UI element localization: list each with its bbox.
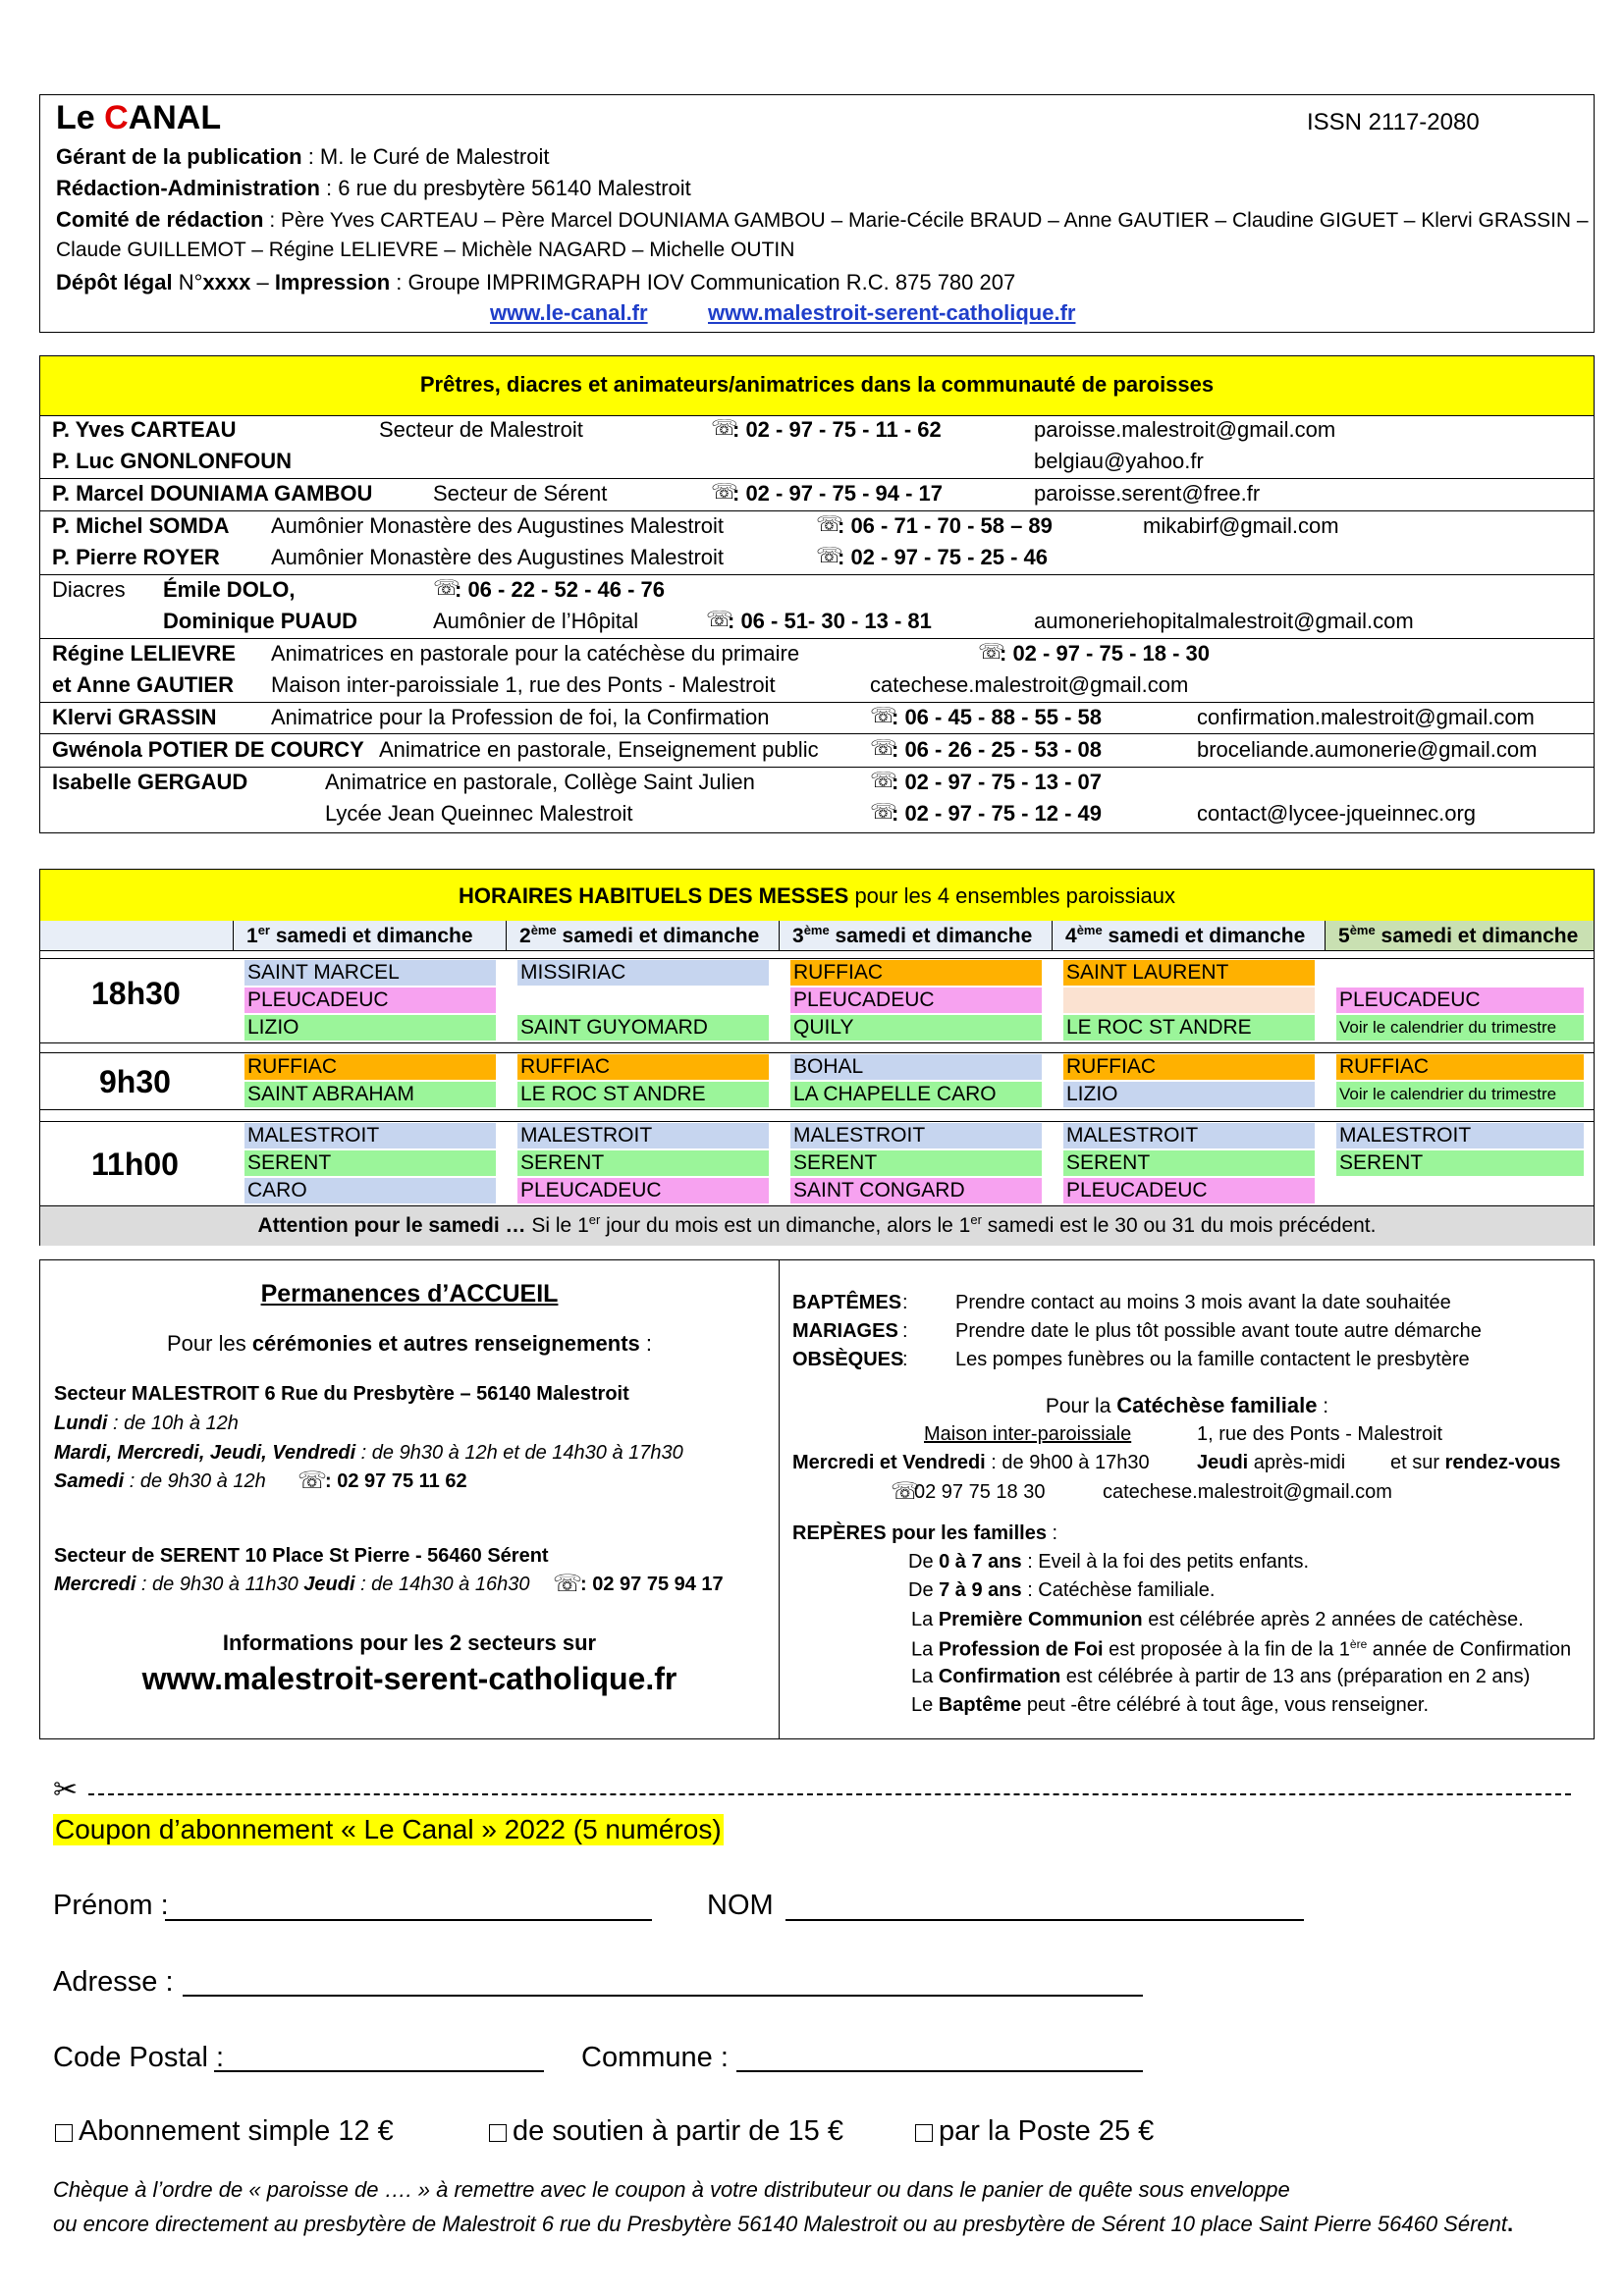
clergy-role: Animatrices en pastorale pour la catéchèse du primaire: [271, 641, 800, 666]
time-9h30: 9h30: [99, 1064, 171, 1099]
clergy-tel: : 06 - 26 - 25 - 53 - 08: [892, 737, 1102, 762]
clergy-name: P. Marcel DOUNIAMA GAMBOU: [52, 481, 373, 506]
col-divider: [779, 921, 780, 950]
accueil-divider: [779, 1260, 780, 1738]
option-poste[interactable]: par la Poste 25 €: [915, 2115, 1154, 2148]
clergy-tel: : 06 - 22 - 52 - 46 - 76: [455, 577, 665, 602]
adresse-input[interactable]: [183, 1995, 1143, 1997]
clergy-name: P. Pierre ROYER: [52, 545, 220, 569]
clergy-tel: : 02 - 97 - 75 - 25 - 46: [838, 545, 1048, 569]
divider: [40, 1052, 1594, 1053]
adresse-label: Adresse :: [53, 1966, 174, 1998]
divider: [40, 574, 1594, 575]
clergy-mail: contact@lycee-jqueinnec.org: [1197, 801, 1477, 826]
clergy-header-text: Prêtres, diacres et animateurs/animatrices dans la communauté de paroisses: [419, 372, 1215, 397]
serent-head: Secteur de SERENT 10 Place St Pierre - 56460 Sérent: [54, 1545, 549, 1567]
coupon-note-2: ou encore directement au presbytère de Malestroit 6 rue du Presbytère 56140 Malestroit ou au presbytère de Sérent 10 place Saint Pierre 56460 Sérent.: [53, 2212, 1514, 2236]
depot-x: xxxx: [202, 270, 251, 294]
redaction-label: Rédaction-Administration: [56, 176, 320, 200]
mass-cell: MALESTROIT: [790, 1123, 1042, 1148]
mv-line: Mercredi et Vendredi : de 9h00 à 17h30: [792, 1452, 1150, 1473]
clergy-tel: : 02 - 97 - 75 - 13 - 07: [892, 770, 1102, 794]
clergy-tel: : 02 - 97 - 75 - 12 - 49: [892, 801, 1102, 826]
divider: [40, 638, 1594, 639]
phone-icon: ☏: [711, 415, 738, 440]
malestroit-head: Secteur MALESTROIT 6 Rue du Presbytère – 56140 Malestroit: [54, 1383, 629, 1405]
mass-cell: PLEUCADEUC: [1063, 1178, 1315, 1203]
mass-cell: MALESTROIT: [1336, 1123, 1584, 1148]
title-le: Le: [56, 99, 105, 136]
bapt-text: Prendre contact au moins 3 mois avant la date souhaitée: [955, 1292, 1451, 1313]
redaction-line: [56, 176, 691, 201]
checkbox-simple[interactable]: [55, 2124, 73, 2142]
mass-cell: SERENT: [1063, 1150, 1315, 1176]
attention-text: Attention pour le samedi … Si le 1er jour du mois est un dimanche, alors le 1er samedi est le 30 ou 31 du mois précédent.: [257, 1212, 1377, 1237]
obs-label: OBSÈQUES: [792, 1349, 904, 1370]
mar-label: MARIAGES: [792, 1320, 898, 1342]
bapt-label: BAPTÊMES: [792, 1292, 902, 1313]
mass-cell: LIZIO: [1063, 1082, 1315, 1107]
mar-sep: :: [902, 1320, 908, 1342]
clergy-name: Dominique PUAUD: [163, 609, 357, 633]
cp-label: Code Postal :: [53, 2042, 225, 2073]
gerant-line: [56, 144, 549, 170]
gerant-label: Gérant de la publication: [56, 144, 302, 169]
accueil-box: [39, 1259, 1595, 1739]
jeudi-line: Jeudi après-midi: [1197, 1452, 1346, 1473]
accueil-title: Permanences d’ACCUEIL: [260, 1280, 559, 1308]
clergy-role: Animatrice pour la Profession de foi, la Confirmation: [271, 705, 770, 729]
col-header-3: 3ème samedi et dimanche: [792, 923, 1033, 947]
coupon-title: Coupon d’abonnement « Le Canal » 2022 (5 numéros): [55, 1814, 722, 1844]
divider: [40, 1121, 1594, 1122]
mass-cell: PLEUCADEUC: [517, 1178, 769, 1203]
mass-cell: RUFFIAC: [517, 1054, 769, 1080]
divider: [40, 1042, 1594, 1043]
bapt-sep: :: [902, 1292, 908, 1313]
clergy-role: Animatrice en pastorale, Enseignement public: [379, 737, 819, 762]
phone-icon: ☏: [553, 1571, 583, 1597]
clergy-mail: mikabirf@gmail.com: [1143, 513, 1339, 538]
mass-cell: SAINT ABRAHAM: [244, 1082, 496, 1107]
clergy-name: P. Yves CARTEAU: [52, 417, 237, 442]
serent-tel: : 02 97 75 94 17: [580, 1574, 724, 1595]
mass-cell: BOHAL: [790, 1054, 1042, 1080]
clergy-mail: confirmation.malestroit@gmail.com: [1197, 705, 1535, 729]
clergy-tel: : 06 - 51- 30 - 13 - 81: [728, 609, 932, 633]
divider: [40, 767, 1594, 768]
clergy-role: Lycée Jean Queinnec Malestroit: [325, 801, 633, 826]
divider: [40, 733, 1594, 734]
mass-cell: SAINT LAURENT: [1063, 960, 1315, 986]
clergy-role: Aumônier de l’Hôpital: [433, 609, 639, 633]
gerant-value: : M. le Curé de Malestroit: [301, 144, 550, 169]
mardi-line: Mardi, Mercredi, Jeudi, Vendredi : de 9h30 à 12h et de 14h30 à 17h30: [54, 1442, 683, 1464]
divider: [40, 702, 1594, 703]
redaction-value: : 6 rue du presbytère 56140 Malestroit: [319, 176, 691, 200]
col-header-1: 1er samedi et dimanche: [246, 923, 473, 947]
phone-icon: ☏: [978, 639, 1005, 664]
reperes-head: REPÈRES pour les familles :: [792, 1522, 1058, 1544]
mass-cell: MALESTROIT: [244, 1123, 496, 1148]
mass-cell: SERENT: [244, 1150, 496, 1176]
rdv-line: et sur rendez-vous: [1390, 1452, 1561, 1473]
repere-4: La Profession de Foi est proposée à la fin de la 1ère année de Confirmation: [911, 1637, 1572, 1661]
catechese-title: Pour la Catéchèse familiale :: [1045, 1393, 1329, 1417]
coupon-note-1: Chèque à l’ordre de « paroisse de …. » à remettre avec le coupon à votre distributeur ou dans le panier de quête sous enveloppe: [53, 2177, 1290, 2202]
masthead-box: [39, 94, 1595, 333]
clergy-name: Gwénola POTIER DE COURCY: [52, 737, 364, 762]
mass-cell: RUFFIAC: [1063, 1054, 1315, 1080]
commune-input[interactable]: [736, 2070, 1143, 2072]
phone-icon: ☏: [816, 543, 843, 567]
clergy-role: Secteur de Malestroit: [379, 417, 583, 442]
clergy-role: Maison inter-paroissiale 1, rue des Ponts - Malestroit: [271, 672, 776, 697]
option-simple[interactable]: Abonnement simple 12 €: [55, 2115, 394, 2148]
clergy-name: Klervi GRASSIN: [52, 705, 217, 729]
clergy-role: Animatrice en pastorale, Collège Saint Julien: [325, 770, 755, 794]
clergy-name: Émile DOLO,: [163, 577, 296, 602]
clergy-tel: : 02 - 97 - 75 - 94 - 17: [732, 481, 943, 506]
mass-cell: PLEUCADEUC: [790, 988, 1042, 1013]
mass-cell: LIZIO: [244, 1015, 496, 1041]
mass-cell: RUFFIAC: [790, 960, 1042, 986]
time-11h00: 11h00: [91, 1147, 179, 1182]
clergy-name: Isabelle GERGAUD: [52, 770, 248, 794]
comite-value: : Père Yves CARTEAU – Père Marcel DOUNIAMA GAMBOU – Marie-Cécile BRAUD – Anne GAUTIER – Claudine GIGUET – Klervi GRASSIN –: [263, 209, 1589, 232]
mass-cell: SERENT: [790, 1150, 1042, 1176]
masthead-title: [56, 99, 221, 137]
clergy-mail: aumoneriehopitalmalestroit@gmail.com: [1034, 609, 1414, 633]
malestroit-tel: : 02 97 75 11 62: [325, 1470, 467, 1492]
phone-icon: ☏: [711, 479, 738, 504]
time-18h30: 18h30: [91, 976, 181, 1011]
depot-n: N°: [172, 270, 203, 294]
phone-icon: ☏: [870, 703, 897, 727]
nom-label: NOM: [707, 1890, 774, 1921]
divider: [40, 958, 1594, 959]
mass-cell: CARO: [244, 1178, 496, 1203]
clergy-name: P. Luc GNONLONFOUN: [52, 449, 293, 473]
clergy-role: Secteur de Sérent: [433, 481, 608, 506]
mass-cell: MALESTROIT: [517, 1123, 769, 1148]
obs-sep: :: [902, 1349, 908, 1370]
depot-label: Dépôt légal: [56, 270, 173, 294]
mass-cell: MISSIRIAC: [517, 960, 769, 986]
accueil-subtitle: Pour les cérémonies et autres renseignements :: [166, 1331, 652, 1356]
cut-line: [88, 1793, 1571, 1795]
link-le-canal[interactable]: www.le-canal.fr: [490, 300, 648, 325]
link-malestroit-serent[interactable]: www.malestroit-serent-catholique.fr: [708, 300, 1076, 325]
col-divider: [1052, 921, 1053, 950]
accueil-site[interactable]: www.malestroit-serent-catholique.fr: [141, 1661, 677, 1696]
masses-header-text: [40, 883, 1594, 909]
mass-cell: SAINT GUYOMARD: [517, 1015, 769, 1041]
mass-cell: SERENT: [1336, 1150, 1584, 1176]
phone-icon: ☏: [870, 735, 897, 760]
comite-line-2: Claude GUILLEMOT – Régine LELIEVRE – Michèle NAGARD – Michelle OUTIN: [56, 239, 795, 261]
phone-icon: ☏: [433, 575, 460, 600]
mass-cell-empty: [1063, 988, 1315, 1013]
comite-label: Comité de rédaction: [56, 207, 264, 232]
phone-icon: ☏: [870, 768, 897, 792]
phone-icon: ☏: [298, 1468, 328, 1494]
clergy-mail: belgiau@yahoo.fr: [1034, 449, 1204, 473]
clergy-tel: : 02 - 97 - 75 - 11 - 62: [732, 417, 942, 442]
clergy-name: Régine LELIEVRE: [52, 641, 237, 666]
scissors-icon: ✂: [53, 1774, 79, 1806]
clergy-tel: : 06 - 71 - 70 - 58 – 89: [838, 513, 1053, 538]
checkbox-soutien[interactable]: [489, 2124, 507, 2142]
clergy-mail: catechese.malestroit@gmail.com: [870, 672, 1189, 697]
masses-box: [39, 869, 1595, 1246]
col-divider: [1325, 921, 1326, 950]
clergy-role: Aumônier Monastère des Augustines Malestroit: [271, 513, 725, 538]
maison-label: Maison inter-paroissiale: [924, 1423, 1132, 1445]
mass-cell: QUILY: [790, 1015, 1042, 1041]
impression-value: : Groupe IMPRIMGRAPH IOV Communication R.C. 875 780 207: [390, 270, 1016, 294]
title-c: C: [104, 99, 129, 136]
phone-icon: ☏: [870, 799, 897, 824]
col-header-2: 2ème samedi et dimanche: [519, 923, 760, 947]
repere-2: De 7 à 9 ans : Catéchèse familiale.: [908, 1579, 1216, 1601]
divider: [40, 1109, 1594, 1110]
mass-cell: Voir le calendrier du trimestre: [1336, 1015, 1584, 1041]
divider: [40, 478, 1594, 479]
mass-cell: LE ROC ST ANDRE: [517, 1082, 769, 1107]
mass-cell: LE ROC ST ANDRE: [1063, 1015, 1315, 1041]
phone-icon: ☏: [706, 607, 733, 631]
col-divider: [233, 921, 234, 950]
repere-6: Le Baptême peut -être célébré à tout âge, vous renseigner.: [911, 1694, 1430, 1716]
depot-sep: –: [250, 270, 275, 294]
clergy-tel: : 06 - 45 - 88 - 55 - 58: [892, 705, 1102, 729]
commune-label: Commune :: [581, 2042, 729, 2073]
clergy-role: Aumônier Monastère des Augustines Malestroit: [271, 545, 725, 569]
col-header-5: 5ème samedi et dimanche: [1338, 923, 1579, 947]
repere-3: La Première Communion est célébrée après 2 années de catéchèse.: [911, 1609, 1524, 1630]
cp-input[interactable]: [214, 2070, 544, 2072]
checkbox-poste[interactable]: [915, 2124, 933, 2142]
col-divider: [506, 921, 507, 950]
cat-tel: 02 97 75 18 30: [914, 1481, 1046, 1503]
comite-line: [56, 207, 1589, 233]
depot-line: [56, 270, 1015, 295]
maison-addr: 1, rue des Ponts - Malestroit: [1197, 1423, 1443, 1445]
prenom-input[interactable]: [165, 1919, 652, 1921]
clergy-name: P. Michel SOMDA: [52, 513, 230, 538]
clergy-tel: : 02 - 97 - 75 - 18 - 30: [1000, 641, 1210, 666]
mass-cell: PLEUCADEUC: [244, 988, 496, 1013]
mass-cell: MALESTROIT: [1063, 1123, 1315, 1148]
col-header-4: 4ème samedi et dimanche: [1065, 923, 1306, 947]
mass-cell: RUFFIAC: [1336, 1054, 1584, 1080]
option-soutien[interactable]: de soutien à partir de 15 €: [489, 2115, 843, 2148]
clergy-mail: paroisse.malestroit@gmail.com: [1034, 417, 1336, 442]
mass-cell: RUFFIAC: [244, 1054, 496, 1080]
mass-cell: SAINT MARCEL: [244, 960, 496, 986]
masses-header-bold: HORAIRES HABITUELS DES MESSES: [459, 883, 849, 908]
mass-cell: LA CHAPELLE CARO: [790, 1082, 1042, 1107]
mar-text: Prendre date le plus tôt possible avant toute autre démarche: [955, 1320, 1482, 1342]
clergy-box: [39, 355, 1595, 833]
masses-header-rest: pour les 4 ensembles paroissiaux: [848, 883, 1175, 908]
clergy-mail: broceliande.aumonerie@gmail.com: [1197, 737, 1538, 762]
obs-text: Les pompes funèbres ou la famille contactent le presbytère: [955, 1349, 1470, 1370]
prenom-label: Prénom :: [53, 1890, 169, 1921]
nom-input[interactable]: [785, 1919, 1304, 1921]
repere-5: La Confirmation est célébrée à partir de 13 ans (préparation en 2 ans): [911, 1666, 1531, 1687]
clergy-mail: paroisse.serent@free.fr: [1034, 481, 1261, 506]
samedi-line: Samedi : de 9h30 à 12h: [54, 1470, 266, 1492]
diacres-label: Diacres: [52, 577, 126, 602]
accueil-info: Informations pour les 2 secteurs sur: [222, 1630, 597, 1655]
phone-icon: ☏: [816, 511, 843, 536]
mass-cell: Voir le calendrier du trimestre: [1336, 1082, 1584, 1107]
cat-mail: catechese.malestroit@gmail.com: [1103, 1481, 1392, 1503]
repere-1: De 0 à 7 ans : Eveil à la foi des petits enfants.: [908, 1551, 1310, 1573]
phone-icon: ☏: [891, 1478, 921, 1505]
masses-col-headers: [40, 921, 1594, 950]
mass-cell: PLEUCADEUC: [1336, 988, 1584, 1013]
mass-cell: SERENT: [517, 1150, 769, 1176]
issn: ISSN 2117-2080: [1307, 109, 1480, 135]
title-rest: ANAL: [128, 99, 222, 136]
clergy-name: et Anne GAUTIER: [52, 672, 234, 697]
serent-hours: Mercredi : de 9h30 à 11h30 Jeudi : de 14h30 à 16h30: [54, 1574, 530, 1595]
mass-cell: SAINT CONGARD: [790, 1178, 1042, 1203]
lundi-line: Lundi : de 10h à 12h: [54, 1413, 239, 1434]
impression-label: Impression: [274, 270, 391, 294]
